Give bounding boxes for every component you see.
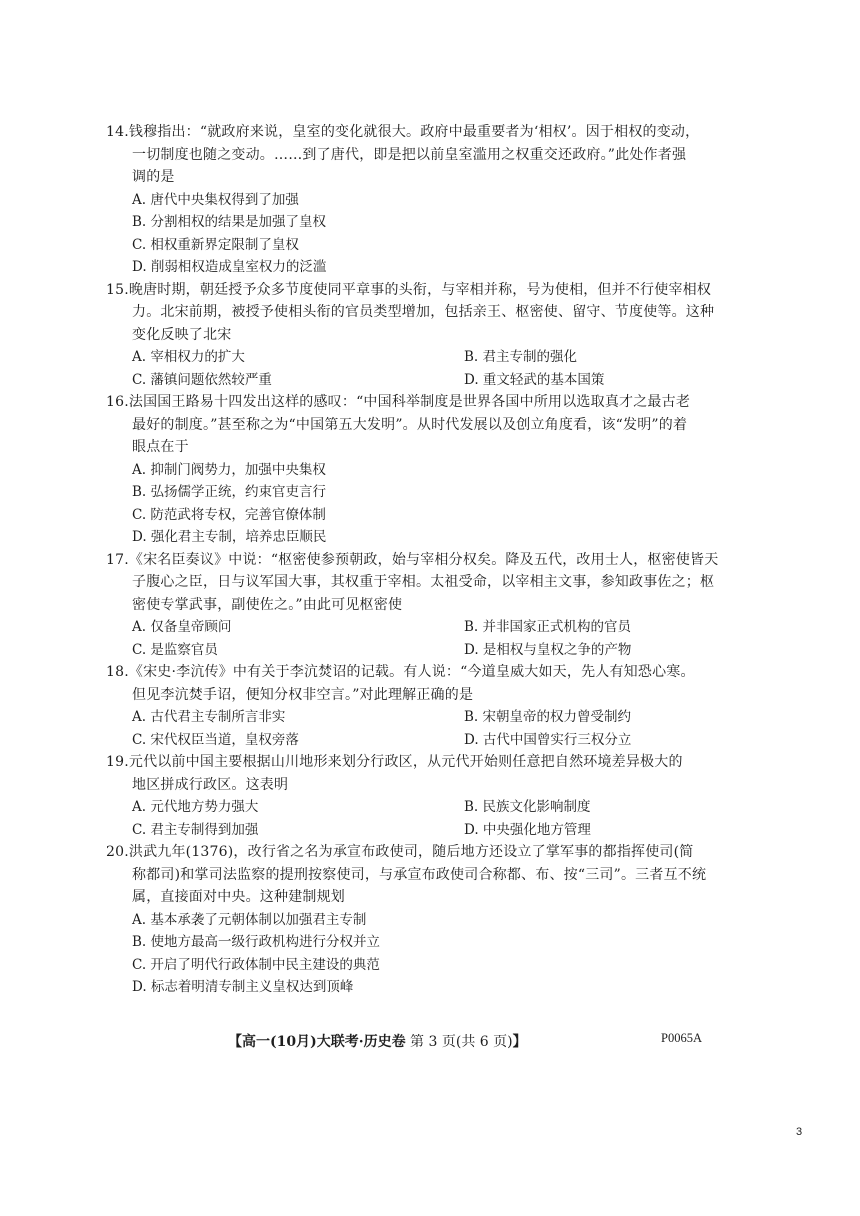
question-stem-line: 变化反映了北宋 <box>132 326 232 343</box>
question-stem-line: 15.晚唐时期，朝廷授予众多节度使同平章事的头衔，与宰相并称，号为使相，但并不行使宰相权 <box>106 281 712 298</box>
option-c: C. 藩镇问题依然较严重 <box>132 371 272 388</box>
question-16 <box>106 391 746 549</box>
option-d: D. 削弱相权造成皇室权力的泛滥 <box>132 259 327 275</box>
question-stem-line: 子腹心之臣，日与议军国大事，其权重于宰相。太祖受命，以宰相主文事，参知政事佐之；枢 <box>132 574 715 590</box>
option-a: A. 基本承袭了元朝体制以加强君主专制 <box>132 911 367 928</box>
option-b: B. 宋朝皇帝的权力曾受制约 <box>464 709 632 725</box>
question-14 <box>106 121 746 279</box>
question-20 <box>106 841 746 999</box>
question-stem-line: 最好的制度。”甚至称之为“中国第五大发明”。从时代发展以及创立角度看，该“发明”的着 <box>132 416 688 433</box>
option-d: D. 重文轻武的基本国策 <box>464 371 605 388</box>
option-c: C. 防范武将专权，完善官僚体制 <box>132 506 326 523</box>
exam-code: P0065A <box>661 1031 702 1045</box>
option-d: D. 强化君主专制，培养忠臣顺民 <box>132 529 327 545</box>
question-stem-line: 一切制度也随之变动。……到了唐代，即是把以前皇室滥用之权重交还政府。”此处作者强 <box>132 146 687 163</box>
option-a: A. 宰相权力的扩大 <box>132 349 245 365</box>
question-stem-line: 属，直接面对中央。这种建制规划 <box>132 889 345 905</box>
page-number: 3 <box>796 1126 803 1138</box>
question-stem-line: 20.洪武九年(1376)，改行省之名为承宣布政使司，随后地方还设立了掌军事的都指挥使司(简 <box>106 844 694 860</box>
option-c: C. 是监察官员 <box>132 641 218 658</box>
question-stem-line: 但见李沆焚手诏，便知分权非空言。”对此理解正确的是 <box>132 686 474 703</box>
question-17 <box>106 549 746 662</box>
option-a: A. 元代地方势力强大 <box>132 799 259 815</box>
question-stem-line: 17.《宋名臣奏议》中说：“枢密使参预朝政，始与宰相分权矣。降及五代，改用士人，枢密使皆天 <box>106 551 719 568</box>
option-b: B. 分割相权的结果是加强了皇权 <box>132 214 327 230</box>
question-stem-line: 19.元代以前中国主要根据山川地形来划分行政区，从元代开始则任意把自然环境差异极大的 <box>106 754 683 770</box>
option-c: C. 君主专制得到加强 <box>132 821 259 838</box>
question-stem-line: 18.《宋史·李沆传》中有关于李沆焚诏的记载。有人说：“今道皇威大如天，先人有知恐心寒。 <box>106 664 695 680</box>
question-stem-line: 称都司)和掌司法监察的提刑按察使司，与承宣布政使司合称都、布、按“三司”。三者互不统 <box>132 866 707 883</box>
option-a: A. 仅备皇帝顾问 <box>132 619 232 635</box>
option-c: C. 相权重新界定限制了皇权 <box>132 236 299 253</box>
option-b: B. 使地方最高一级行政机构进行分权并立 <box>132 934 381 950</box>
option-b: B. 弘扬儒学正统，约束官吏言行 <box>132 484 327 500</box>
option-c: C. 宋代权臣当道，皇权旁落 <box>132 731 299 748</box>
question-stem-line: 地区拼成行政区。这表明 <box>132 776 289 793</box>
footer-open-bracket: 【 <box>228 1034 242 1050</box>
option-d: D. 标志着明清专制主义皇权达到顶峰 <box>132 979 354 995</box>
question-18 <box>106 661 746 751</box>
option-b: B. 君主专制的强化 <box>464 349 578 365</box>
page-indicator: 第 3 页(共 6 页) <box>405 1034 513 1050</box>
footer-close-bracket: 】 <box>512 1034 527 1050</box>
question-stem-line: 力。北宋前期，被授予使相头衔的官员类型增加，包括亲王、枢密使、留守、节度使等。这种 <box>132 304 715 320</box>
option-a: A. 唐代中央集权得到了加强 <box>132 191 299 208</box>
option-a: A. 抑制门阀势力，加强中央集权 <box>132 461 326 478</box>
question-stem-line: 14.钱穆指出：“就政府来说，皇室的变化就很大。政府中最重要者为‘相权’。因于相权的变动， <box>106 124 700 140</box>
option-b: B. 并非国家正式机构的官员 <box>464 619 632 635</box>
option-c: C. 开启了明代行政体制中民主建设的典范 <box>132 956 380 973</box>
question-15 <box>106 279 746 392</box>
question-stem-line: 16.法国国王路易十四发出这样的感叹：“中国科举制度是世界各国中所用以选取真才之最古老 <box>106 394 691 410</box>
page-footer <box>228 1031 527 1051</box>
question-19 <box>106 751 746 841</box>
question-stem-line: 密使专掌武事，副使佐之。”由此可见枢密使 <box>132 596 403 613</box>
option-a: A. 古代君主专制所言非实 <box>132 709 286 725</box>
question-stem-line: 眼点在于 <box>132 439 189 455</box>
exam-title: 高一(10月)大联考·历史卷 <box>242 1034 406 1050</box>
question-stem-line: 调的是 <box>132 169 175 185</box>
option-d: D. 古代中国曾实行三权分立 <box>464 731 632 748</box>
option-d: D. 中央强化地方管理 <box>464 821 591 838</box>
option-d: D. 是相权与皇权之争的产物 <box>464 641 632 658</box>
option-b: B. 民族文化影响制度 <box>464 799 591 815</box>
